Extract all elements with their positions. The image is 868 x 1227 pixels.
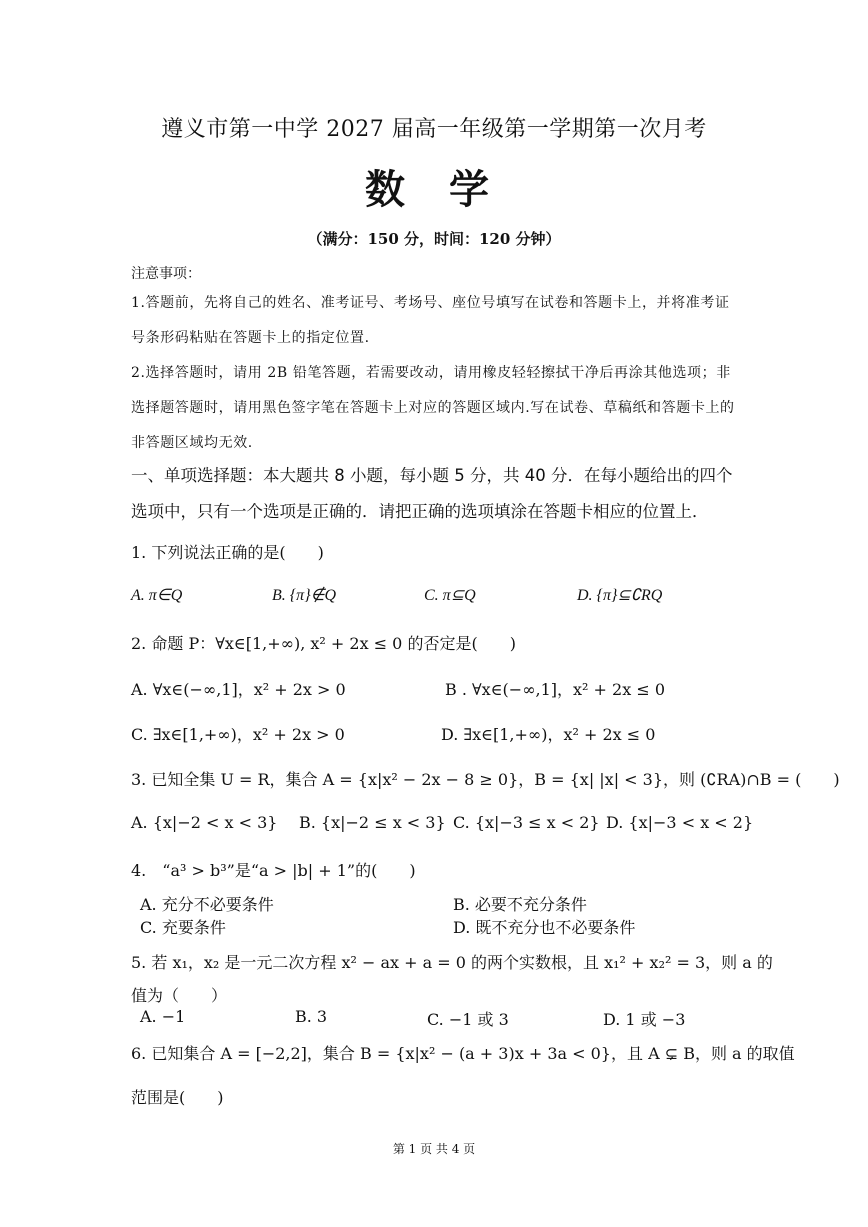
question-6-stem: 6. 已知集合 A = [−2,2]，集合 B = {x|x² − (a + 3)x + 3a < 0}，且 A ⊊ B，则 a 的取值 <box>131 1044 795 1063</box>
question-5-stem-cont: 值为（ ） <box>131 986 228 1005</box>
page-footer: 第 1 页 共 4 页 <box>392 1142 476 1156</box>
note-item-1: 1.答题前，先将自己的姓名、准考证号、考场号、座位号填写在试卷和答题卡上，并将准考证号条形码粘贴在答题卡上的指定位置. <box>131 295 730 346</box>
q3-option-c: C. {x|−3 ≤ x < 2} <box>453 813 600 832</box>
q4-option-c: C. 充要条件 <box>140 918 226 937</box>
q3-option-b: B. {x|−2 ≤ x < 3} <box>299 813 446 832</box>
q3-option-a: A. {x|−2 < x < 3} <box>131 813 278 832</box>
q2-option-a: A. ∀x∈(−∞,1]，x² + 2x > 0 <box>131 680 346 699</box>
q1-option-b: B. {π}∉Q <box>272 587 337 604</box>
subject-title: 数学 <box>365 167 533 213</box>
q5-option-c: C. −1 或 3 <box>427 1010 509 1029</box>
q2-option-d: D. ∃x∈[1,+∞)，x² + 2x ≤ 0 <box>441 725 656 744</box>
question-6-stem-cont: 范围是( ) <box>131 1088 224 1107</box>
question-5-stem: 5. 若 x₁，x₂ 是一元二次方程 x² − ax + a = 0 的两个实数根，且 x₁² + x₂² = 3，则 a 的 <box>131 953 773 972</box>
q3-option-d: D. {x|−3 < x < 2} <box>606 813 754 832</box>
score-info: （满分：150 分，时间：120 分钟） <box>307 230 561 248</box>
question-1-stem: 1. 下列说法正确的是( ) <box>131 543 324 562</box>
exam-title: 遵义市第一中学 2027 届高一年级第一学期第一次月考 <box>161 117 707 142</box>
question-4-stem: 4. “a³ > b³”是“a > |b| + 1”的( ) <box>131 861 416 880</box>
q4-option-a: A. 充分不必要条件 <box>140 895 274 914</box>
question-2-stem: 2. 命题 P：∀x∈[1,+∞), x² + 2x ≤ 0 的否定是( ) <box>131 634 516 653</box>
q5-option-b: B. 3 <box>295 1007 328 1026</box>
notes-heading: 注意事项： <box>131 266 201 282</box>
q5-option-d: D. 1 或 −3 <box>603 1010 686 1029</box>
q4-option-d: D. 既不充分也不必要条件 <box>453 918 636 937</box>
question-3-stem: 3. 已知全集 U = R，集合 A = {x|x² − 2x − 8 ≥ 0}，B = {x| |x| < 3}，则 (∁RA)∩B = ( ) <box>131 770 840 789</box>
q5-option-a: A. −1 <box>140 1007 186 1026</box>
q1-option-c: C. π⊆Q <box>424 587 476 604</box>
q1-option-d: D. {π}⊆∁RQ <box>577 587 663 604</box>
q4-option-b: B. 必要不充分条件 <box>453 895 587 914</box>
section-heading: 一、单项选择题：本大题共 8 小题，每小题 5 分，共 40 分．在每小题给出的四个选项中，只有一个选项是正确的．请把正确的选项填涂在答题卡相应的位置上． <box>131 466 733 521</box>
note-item-2: 2.选择答题时，请用 2B 铅笔答题，若需要改动，请用橡皮轻轻擦拭干净后再涂其他选项；非选择题答题时，请用黑色签字笔在答题卡上对应的答题区域内.写在试卷、草稿纸和答题卡上的非答题区域均无效. <box>131 365 735 451</box>
q1-option-a: A. π∈Q <box>131 587 183 604</box>
q2-option-b: B . ∀x∈(−∞,1]，x² + 2x ≤ 0 <box>445 680 666 699</box>
q2-option-c: C. ∃x∈[1,+∞)，x² + 2x > 0 <box>131 725 345 744</box>
